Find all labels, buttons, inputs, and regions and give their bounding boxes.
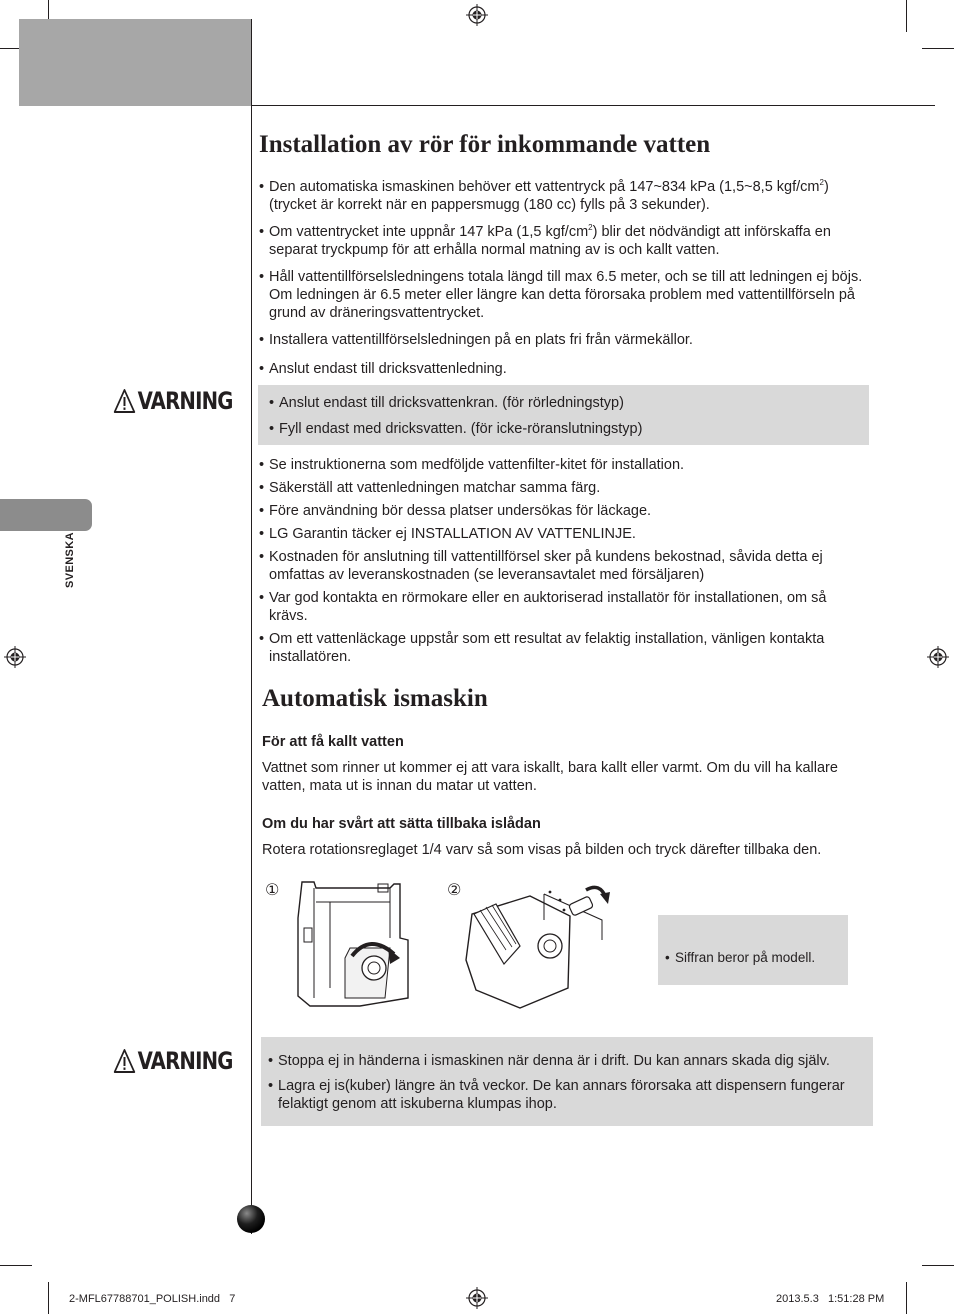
page-number-dot-icon <box>236 1204 266 1234</box>
warning-list <box>268 1052 868 1113</box>
list-item: • Var god kontakta en rörmokare eller en auktoriserad installatör för installationen, om så krävs. <box>259 589 869 625</box>
registration-mark-icon <box>927 646 949 668</box>
crop-mark <box>922 1265 954 1266</box>
list-item: • LG Garantin täcker ej INSTALLATION AV VATTENLINJE. <box>259 525 869 543</box>
section-title: Installation av rör för inkommande vatten <box>259 131 711 158</box>
registration-mark-icon <box>466 4 488 26</box>
ice-maker-figure-1 <box>290 878 420 1010</box>
install-bullets <box>259 178 874 378</box>
crop-mark <box>0 1265 32 1266</box>
list-item: • Anslut endast till dricksvattenledning. <box>259 360 874 378</box>
warning-heading <box>113 386 233 416</box>
warning-list <box>269 394 642 438</box>
list-item: • Håll vattentillförselsledningens totala längd till max 6.5 meter, och se till att ledningen ej böjs. Om ledningen är 6.5 meter eller längre kan detta förorsaka problem med vattentillförseln på grund av dräneringsvattentrycket. <box>259 268 869 322</box>
crop-mark <box>906 0 907 32</box>
paragraph: Vattnet som rinner ut kommer ej att vara iskallt, bara kallt eller varmt. Om du vill ha kallare vatten, mata ut is innan du matar ut vatten. <box>262 760 838 794</box>
crop-mark <box>48 1282 49 1314</box>
list-item: • Anslut endast till dricksvattenkran. (för rörledningstyp) <box>269 394 642 412</box>
figure-label: ① <box>265 880 280 899</box>
registration-mark-icon <box>4 646 26 668</box>
crop-mark <box>922 48 954 49</box>
warning-triangle-icon <box>113 388 136 414</box>
header-block <box>19 19 251 106</box>
footer-timestamp: 2013.5.3 1:51:28 PM <box>776 1293 885 1305</box>
header-rule <box>252 105 935 106</box>
warning-box <box>261 1037 873 1126</box>
warning-triangle-icon <box>113 1048 136 1074</box>
note-list <box>665 949 815 967</box>
subheading: Om du har svårt att sätta tillbaka islådan <box>262 816 541 832</box>
list-item: • Siffran beror på modell. <box>665 949 815 967</box>
warning-heading <box>113 1046 233 1076</box>
warning-box <box>258 385 869 445</box>
warning-label: VARNING <box>137 387 233 415</box>
paragraph: Rotera rotationsreglaget 1/4 varv så som visas på bilden och tryck därefter tillbaka den. <box>262 842 822 858</box>
margin-rule <box>251 19 252 1234</box>
list-item: • Kostnaden för anslutning till vattentillförsel sker på kundens bekostnad, såvida detta ej omfattas av leveranskostnaden (se leveransavtalet med försäljaren) <box>259 548 869 584</box>
ice-maker-figure-2 <box>460 880 610 1010</box>
subheading: För att få kallt vatten <box>262 734 404 750</box>
list-item: • Säkerställ att vattenledningen matchar samma färg. <box>259 479 869 497</box>
list-item: • Stoppa ej in händerna i ismaskinen när denna är i drift. Du kan annars skada dig själv. <box>268 1052 868 1070</box>
list-item: • Om vattentrycket inte uppnår 147 kPa (1,5 kgf/$cm^2$) blir det nödvändigt att införskaffa en separat tryckpump för att erhålla normal matning av is och kallt vatten. <box>259 223 874 259</box>
install-notes <box>259 456 869 666</box>
figure-label: ② <box>447 880 462 899</box>
crop-mark <box>906 1282 907 1314</box>
list-item: • Installera vattentillförselsledningen på en plats fri från värmekällor. <box>259 331 874 349</box>
warning-label: VARNING <box>137 1047 233 1075</box>
list-item: • Den automatiska ismaskinen behöver ett vattentryck på 147~834 kPa (1,5~8,5 kgf/$cm^2$) (trycket är korrekt när en pappersmugg (180 cc) fylls på 3 sekunder). <box>259 178 874 214</box>
list-item: • Se instruktionerna som medföljde vattenfilter-kitet för installation. <box>259 456 869 474</box>
list-item: • Fyll endast med dricksvatten. (för icke-röranslutningstyp) <box>269 420 642 438</box>
note-box <box>658 915 848 985</box>
registration-mark-icon <box>466 1287 488 1309</box>
section-title: Automatisk ismaskin <box>262 685 488 712</box>
language-label: SVENSKA <box>64 532 76 588</box>
list-item: • Före användning bör dessa platser undersökas för läckage. <box>259 502 869 520</box>
language-tab <box>0 499 92 531</box>
footer-filename: 2-MFL67788701_POLISH.indd 7 <box>69 1293 236 1305</box>
list-item: • Om ett vattenläckage uppstår som ett resultat av felaktig installation, vänligen kontakta installatören. <box>259 630 869 666</box>
list-item: • Lagra ej is(kuber) längre än två veckor. De kan annars förorsaka att dispensern fungerar felaktigt genom att iskuberna klumpas ihop. <box>268 1077 868 1113</box>
